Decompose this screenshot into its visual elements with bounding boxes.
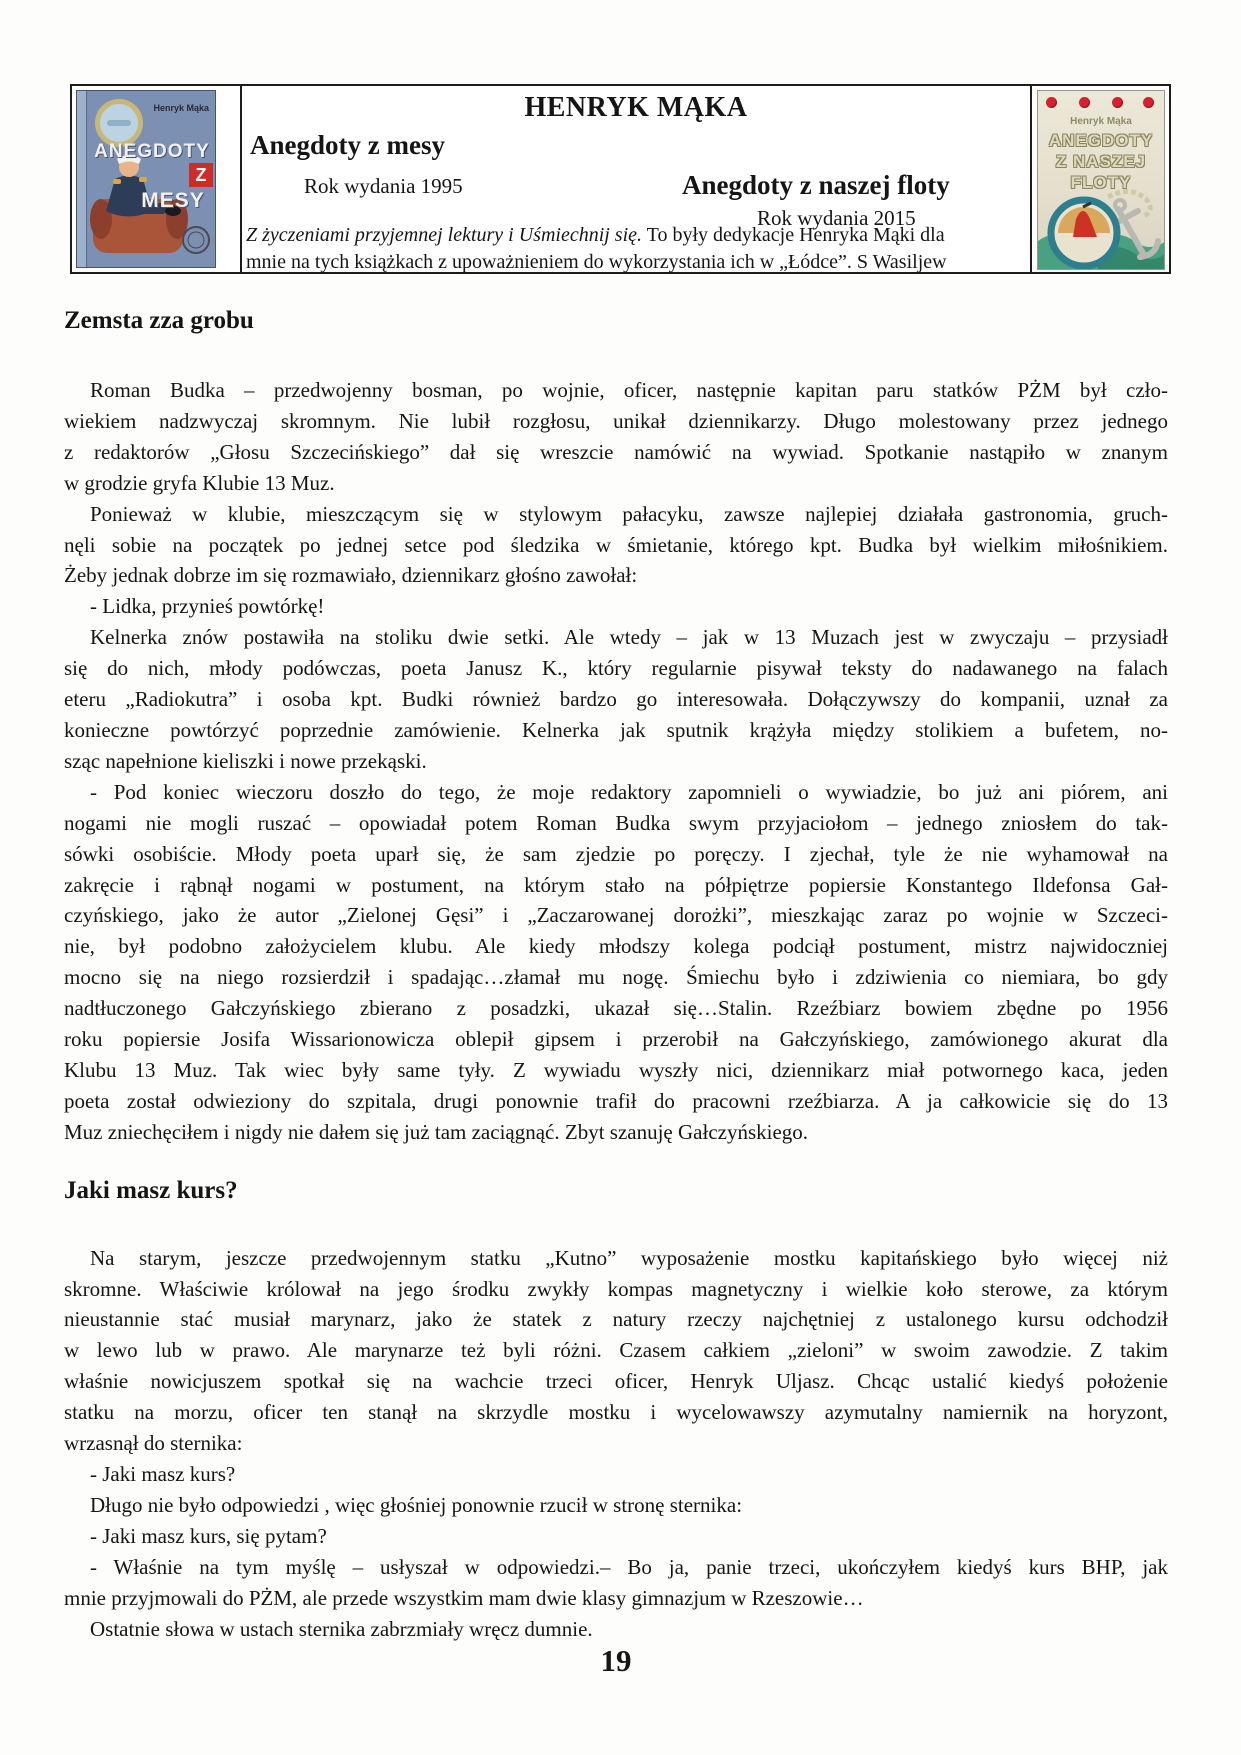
- text-line: w lewo lub w prawo. Ale marynarze też byli różni. Czasem całkiem „zieloni” w swoim zawodzie. Z takim: [64, 1338, 1168, 1363]
- text-line: nęli sobie na początek po jednej setce pod śledzika w śmietanie, którego kpt. Budka był wielkim miłośnikiem.: [64, 532, 1168, 557]
- article-section: [64, 306, 1168, 1148]
- text-line: nogami nie mogli ruszać – opowiadał potem Roman Budka swym przyjaciołom – jednego zniosłem do tak-: [64, 810, 1168, 835]
- text-line: nieustannie stać musiał marynarz, jako że statek z natury rzeczy najchętniej z ustalonego kursu odchodził: [64, 1307, 1168, 1332]
- text-line: sówki osobiście. Młody poeta uparł się, że sam zjedzie po poręczy. I zjechał, tyle że nie wyhamował na: [64, 841, 1168, 866]
- text-line: Żeby jednak dobrze im się rozmawiało, dziennikarz głośno zawołał:: [64, 563, 638, 588]
- cover-author-name: Henryk Mąka: [153, 103, 209, 113]
- text-line: z redaktorów „Głosu Szczecińskiego” dał się wreszcie namówić na wywiad. Spotkanie nastąpiło w znanym: [64, 439, 1168, 464]
- text-line: roku popiersie Josifa Wissarionowicza oblepił gipsem i przerobił na Gałczyńskiego, zamówionego akurat dla: [64, 1027, 1168, 1052]
- paragraph: [64, 1490, 1168, 1521]
- text-line: - Pod koniec wieczoru doszło do tego, że moje redaktory zapomnieli o wywiadzie, bo już ani piórem, ani: [90, 779, 1168, 804]
- text-line: zakręcie i rąbnął nogami w postument, na którym stało na półpiętrze popiersie Konstantego Ildefonsa Gał-: [64, 872, 1168, 897]
- cover-title-z-badge: Z: [189, 163, 213, 187]
- text-line: eteru „Radiokutra” i osoba kpt. Budki również bardzo go interesowała. Dołączywszy do kompanii, uznał za: [64, 687, 1168, 712]
- cover-author-name: Henryk Mąka: [1070, 116, 1132, 127]
- dedication-line2: mnie na tych książkach z upoważnieniem do wykorzystania ich w „Łódce”. S Wasiljew: [246, 251, 947, 273]
- text-line: sząc napełnione kieliszki i nowe przekąski.: [64, 748, 427, 773]
- header-center: [242, 86, 1030, 272]
- text-line: mnie przyjmowali do PŻM, ale przede wszystkim mam dwie klasy gimnazjum w Rzeszowie…: [64, 1585, 864, 1610]
- book-cover-anegdoty-z-naszej-floty: [1037, 90, 1165, 270]
- cover-title-line: MESY: [141, 189, 205, 212]
- text-line: statku na morzu, oficer ten stanął na skrzydle mostku i wycelowawszy azymutalny namiernik na horyzont,: [64, 1400, 1168, 1425]
- cover-title-line: ANEGDOTY: [94, 141, 210, 162]
- paragraph: [64, 1243, 1168, 1459]
- text-line: - Właśnie na tym myślę – usłyszał w odpowiedzi.– Bo ja, panie trzeci, ukończyłem kiedyś kurs BHP, jak: [90, 1554, 1168, 1579]
- text-line: Ponieważ w klubie, mieszczącym się w stylowym pałacyku, zawsze najlepiej działała gastronomia, gruch-: [90, 501, 1168, 526]
- page-number: 19: [600, 1643, 632, 1678]
- paragraph: [64, 375, 1168, 499]
- text-line: Na starym, jeszcze przedwojennym statku „Kutno” wyposażenie mostku kapitańskiego było więcej niż: [90, 1245, 1168, 1270]
- text-line: nadtłuczonego Gałczyńskiego zbierano z posadzki, ukazał się…Stalin. Rzeźbiarz bowiem zbędne po 1956: [64, 996, 1168, 1021]
- dedication-note: [246, 222, 1024, 276]
- text-line: wrzasnął do sternika:: [64, 1431, 243, 1456]
- text-line: poeta został odwieziony do szpitala, drugi ponownie trafił do pracowni rzeźbiarza. A ja całkowicie się do 13: [64, 1088, 1168, 1113]
- text-line: Kelnerka znów postawiła na stoliku dwie setki. Ale wtedy – jak w 13 Muzach jest w zwyczaju – przysiadł: [90, 625, 1168, 650]
- text-line: Długo nie było odpowiedzi , więc głośniej ponownie rzucił w stronę sternika:: [90, 1492, 743, 1517]
- text-line: - Lidka, przynieś powtórkę!: [90, 594, 325, 619]
- cover-title-line: ANEGDOTY: [1048, 131, 1154, 150]
- book-cover-anegdoty-z-mesy: [76, 90, 216, 268]
- rivet-dots-icon: [1038, 96, 1164, 110]
- paragraph: [64, 777, 1168, 1148]
- text-line: Klubu 13 Muz. Tak wiec były same tyły. Z wywiadu wyszły nici, dziennikarz miał potwornego kaca, jeden: [64, 1057, 1168, 1082]
- book-right-edition-year: Rok wydania 2015: [757, 206, 916, 230]
- text-line: skromne. Właściwie królował na jego środku zwykły kompas magnetyczny i wielkie koło sterowe, za którym: [64, 1276, 1168, 1301]
- text-line: czyńskiego, jako że autor „Zielonej Gęsi” i „Zaczarowanej dorożki”, mieszkając zaraz po wojnie w Szczeci-: [64, 903, 1168, 928]
- book-right-title: Anegdoty z naszej floty: [682, 170, 950, 200]
- article-section: [64, 1176, 1168, 1645]
- porthole-icon: [95, 99, 143, 147]
- author-heading: HENRYK MĄKA: [524, 92, 748, 123]
- paragraph: [64, 1614, 1168, 1645]
- text-line: konieczne powtórzyć poprzednie zamówienie. Kelnerka jak sputnik krążyła między stolikiem a bufetem, no-: [64, 717, 1168, 742]
- book-left-title: Anegdoty z mesy: [250, 130, 445, 160]
- book-cover-cell-right: [1030, 86, 1169, 272]
- text-line: Muz zniechęciłem i nigdy nie dałem się już tam zaciągnąć. Zbyt szanuję Gałczyńskiego.: [64, 1119, 809, 1144]
- article-body: [64, 306, 1168, 1644]
- library-stamp-icon: [183, 227, 209, 253]
- cover-title-line: FLOTY: [1070, 173, 1132, 192]
- paragraph: [64, 622, 1168, 777]
- text-line: w grodzie gryfa Klubie 13 Muz.: [64, 470, 335, 495]
- dedication-line1: Z życzeniami przyjemnej lektury i Uśmiechnij się. To były dedykacje Henryka Mąki dla: [246, 224, 945, 246]
- section-heading: Jaki masz kurs?: [64, 1176, 238, 1204]
- text-line: się do nich, młody podówczas, poeta Janusz K., który regularnie pisywał teksty do nadawanego na falach: [64, 656, 1168, 681]
- text-line: mocno się na niego rozsierdził i spadając…złamał mu nogę. Śmiechu było i zdziwienia co niemiara, bo gdy: [64, 965, 1168, 990]
- section-heading: Zemsta zza grobu: [64, 307, 254, 334]
- paragraph: [64, 1459, 1168, 1490]
- text-line: wiekiem nadzwyczaj skromnym. Nie lubił rozgłosu, unikał dziennikarzy. Długo molestowany przez jednego: [64, 408, 1168, 433]
- paragraph: [64, 499, 1168, 592]
- text-line: - Jaki masz kurs, się pytam?: [90, 1523, 327, 1548]
- text-line: Ostatnie słowa w ustach sternika zabrzmiały wręcz dumnie.: [90, 1616, 593, 1641]
- book-cover-cell-left: [72, 86, 242, 272]
- header-box: [70, 84, 1171, 274]
- text-line: - Jaki masz kurs?: [90, 1462, 236, 1486]
- paragraph: [64, 1552, 1168, 1614]
- paragraph: [64, 591, 1168, 622]
- cover-title-line: Z NASZEJ: [1055, 152, 1147, 171]
- text-line: właśnie nowicjuszem spotkał się na wachcie trzeci oficer, Henryk Uljasz. Chcąc ustalić kiedyś położenie: [64, 1369, 1168, 1394]
- text-line: Roman Budka – przedwojenny bosman, po wojnie, oficer, następnie kapitan paru statków PŻM był czło-: [90, 378, 1168, 402]
- paragraph: [64, 1521, 1168, 1552]
- book-left-edition-year: Rok wydania 1995: [304, 174, 463, 198]
- text-line: nie, był podobno założycielem klubu. Ale kiedy młodszy kolega podciął postument, mistrz najwidoczniej: [64, 934, 1168, 959]
